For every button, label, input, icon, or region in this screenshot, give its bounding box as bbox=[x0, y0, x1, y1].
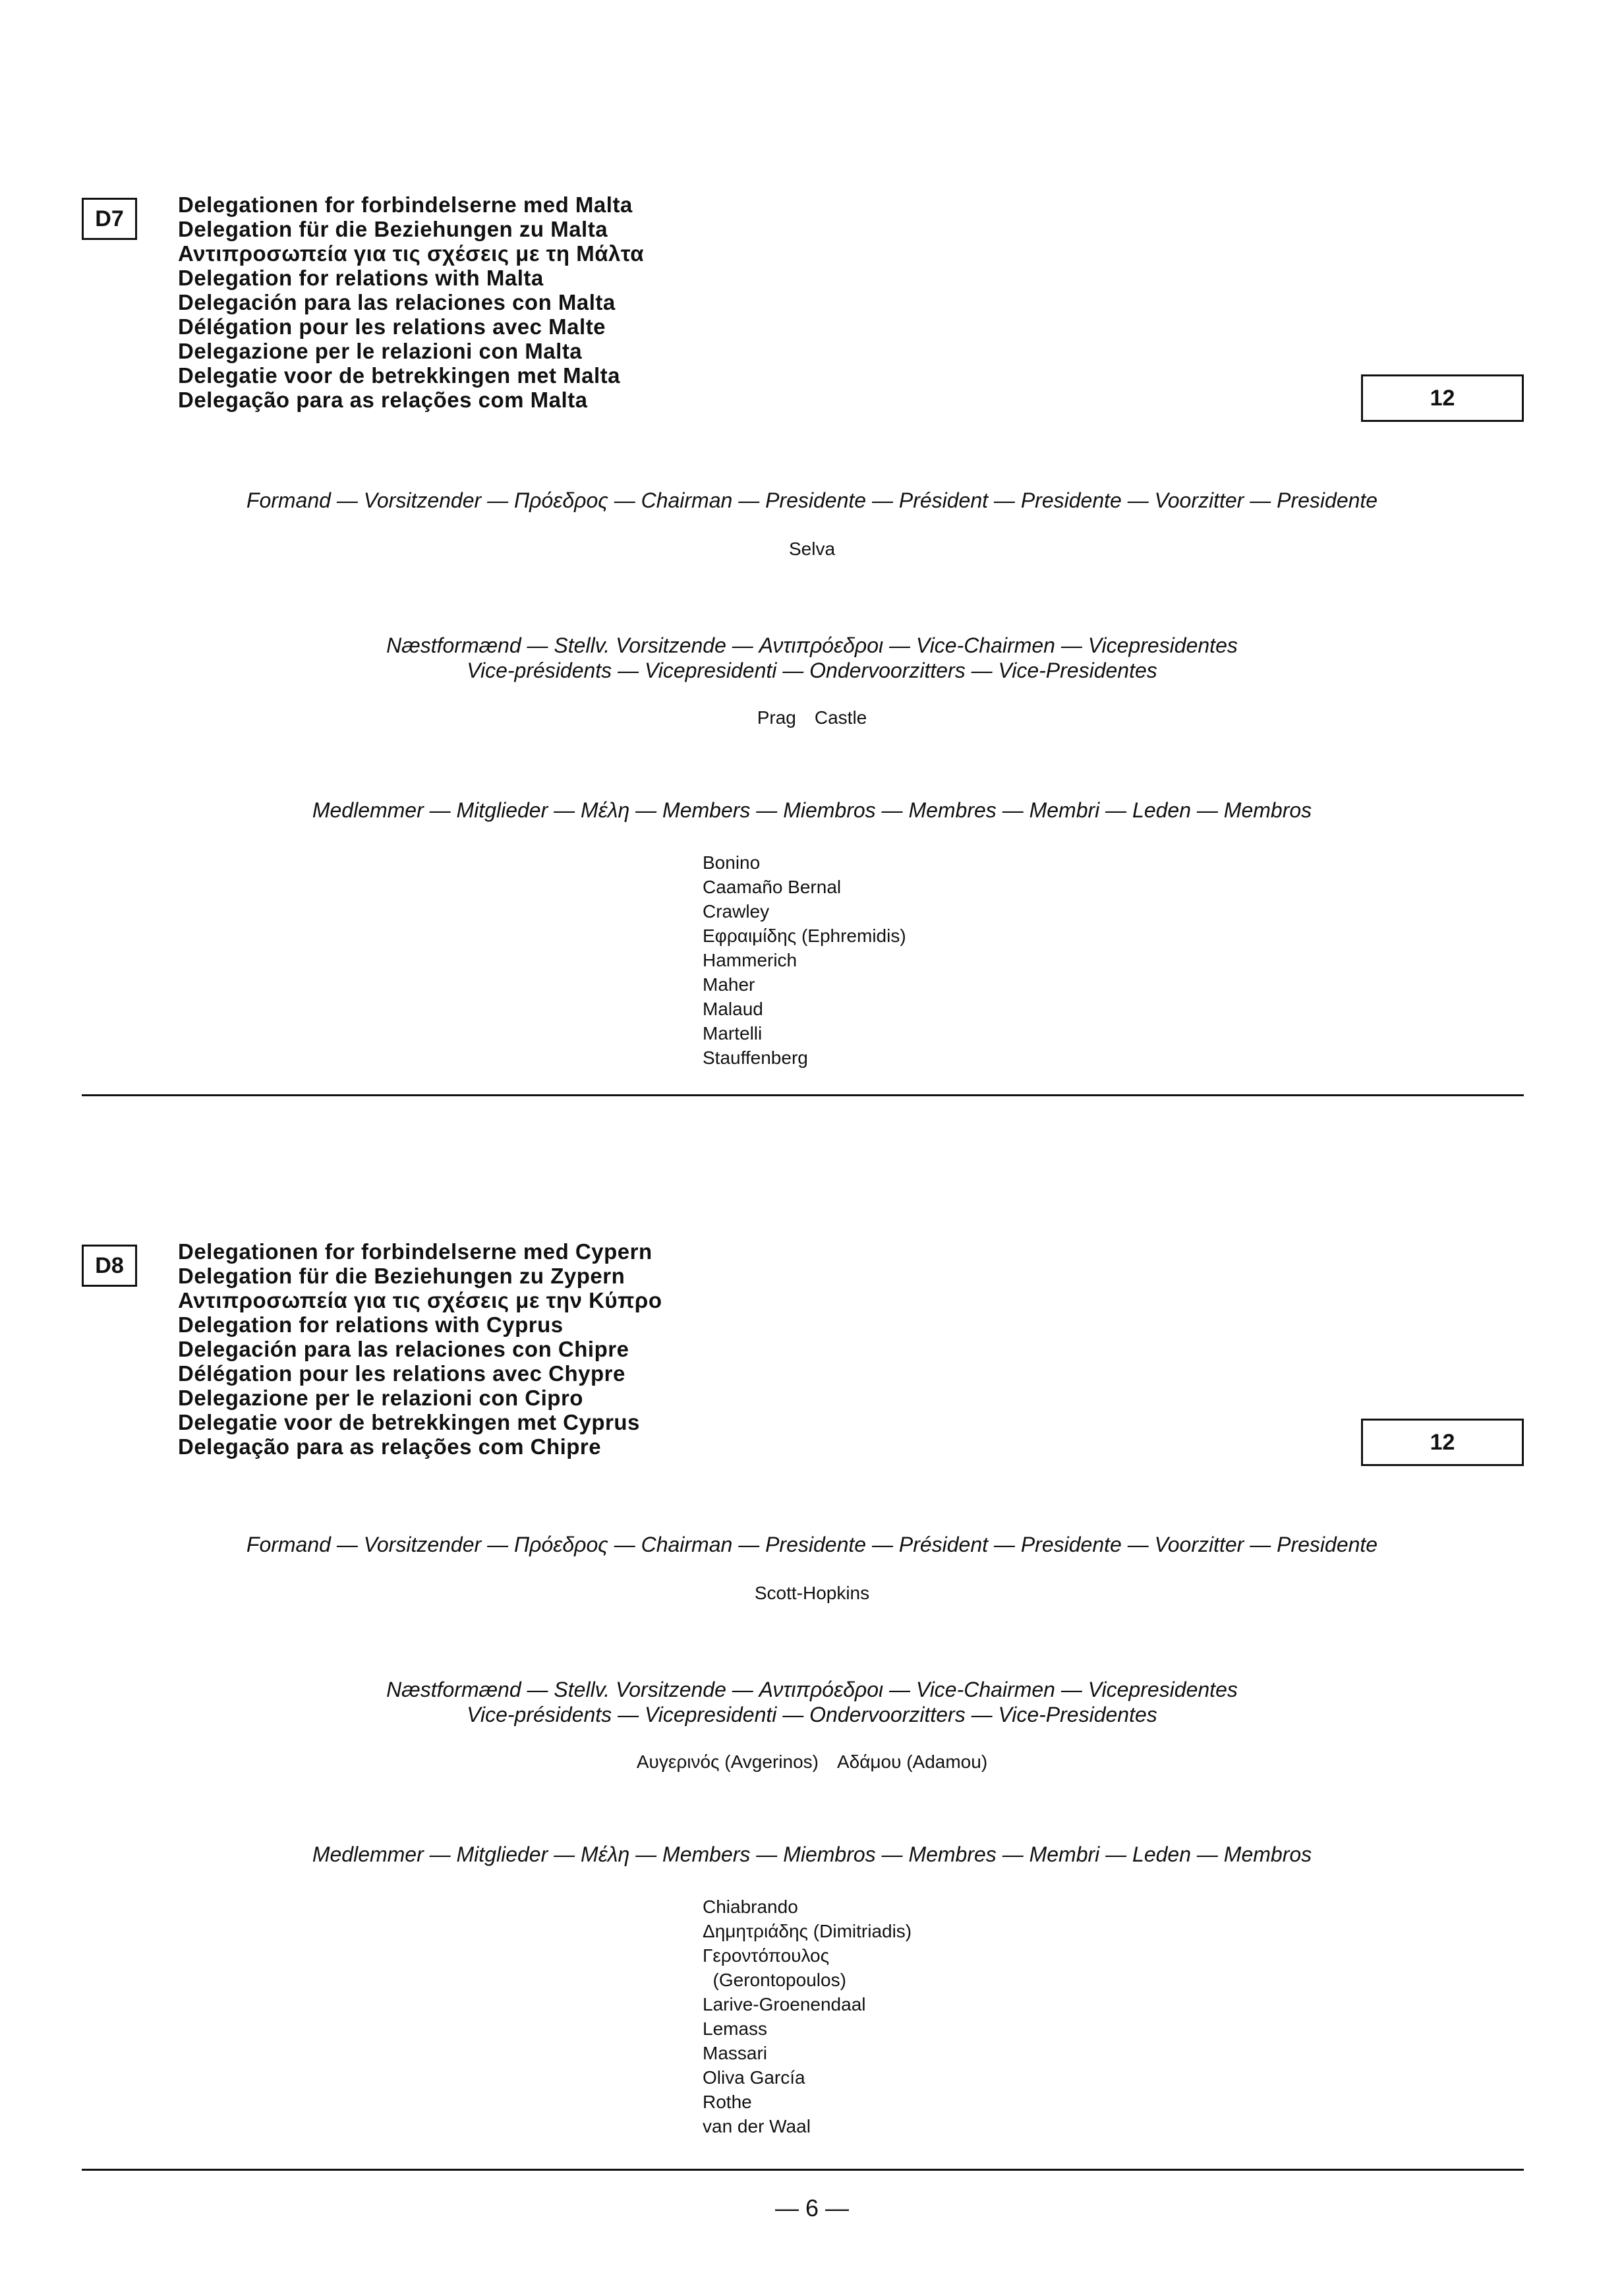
delegation-title: Delegação para as relações com Chipre bbox=[178, 1434, 602, 1459]
vice-chairman-name: Castle bbox=[814, 707, 867, 728]
delegation-title: Delegation for relations with Malta bbox=[178, 266, 544, 290]
delegation-title: Delegatie voor de betrekkingen met Cyprus bbox=[178, 1410, 640, 1434]
member-name: Larive-Groenendaal bbox=[703, 1994, 866, 2015]
delegation-title: Delegationen for forbindelserne med Cypern bbox=[178, 1239, 652, 1264]
delegation-title: Αντιπροσωπεία για τις σχέσεις με τη Μάλτα bbox=[178, 241, 644, 266]
member-name: Caamaño Bernal bbox=[703, 877, 842, 897]
member-name: Γεροντόπουλος bbox=[703, 1945, 830, 1966]
member-name: Εφραιμίδης (Ephremidis) bbox=[703, 926, 906, 946]
members-label: Medlemmer — Mitglieder — Μέλη — Members — Miembros — Membres — Membri — Leden — Membros bbox=[312, 798, 1312, 822]
delegation-code-box: D7 bbox=[82, 198, 137, 240]
delegation-title: Delegazione per le relazioni con Cipro bbox=[178, 1386, 583, 1410]
vice-chairmen-label: Vice-présidents — Vicepresidenti — Ondervoorzitters — Vice-Presidentes bbox=[467, 659, 1157, 682]
vice-chairman-name: Αδάμου (Adamou) bbox=[836, 1751, 988, 1772]
vice-chairman-name: Prag bbox=[757, 707, 796, 728]
delegation-title: Delegazione per le relazioni con Malta bbox=[178, 339, 583, 363]
members-label: Medlemmer — Mitglieder — Μέλη — Members — Miembros — Membres — Membri — Leden — Membros bbox=[312, 1842, 1312, 1866]
members-list bbox=[703, 850, 906, 1070]
member-name: Chiabrando bbox=[703, 1897, 798, 1917]
vice-chairmen-names bbox=[0, 707, 1624, 729]
delegation-title: Delegación para las relaciones con Chipre bbox=[178, 1337, 629, 1361]
delegation-title: Delegação para as relações com Malta bbox=[178, 388, 588, 412]
member-name: Malaud bbox=[703, 999, 763, 1019]
member-name: Δημητριάδης (Dimitriadis) bbox=[703, 1921, 912, 1941]
members-list bbox=[703, 1895, 912, 2138]
vice-chairmen-label: Næstformænd — Stellv. Vorsitzende — Αντιπρόεδροι — Vice-Chairmen — Vicepresidentes bbox=[386, 1678, 1238, 1701]
member-name: Lemass bbox=[703, 2018, 768, 2039]
delegation-title: Delegation for relations with Cyprus bbox=[178, 1312, 564, 1337]
delegation-title: Delegation für die Beziehungen zu Zypern bbox=[178, 1264, 625, 1288]
page-number: — 6 — bbox=[774, 2194, 850, 2221]
member-name: Oliva García bbox=[703, 2067, 805, 2088]
member-name: Maher bbox=[703, 974, 755, 995]
chairman-name: Selva bbox=[788, 539, 836, 559]
chairman-label: Formand — Vorsitzender — Πρόεδρος — Chairman — Presidente — Président — Presidente — Voorzitter — Presidente bbox=[246, 488, 1378, 512]
member-name: Hammerich bbox=[703, 950, 798, 970]
delegation-title: Delegatie voor de betrekkingen met Malta bbox=[178, 363, 621, 388]
delegation-title: Αντιπροσωπεία για τις σχέσεις με την Κύπρο bbox=[178, 1288, 662, 1312]
member-name: Crawley bbox=[703, 901, 770, 922]
vice-chairmen-label: Vice-présidents — Vicepresidenti — Ondervoorzitters — Vice-Presidentes bbox=[467, 1703, 1157, 1726]
member-count-box: 12 bbox=[1361, 1419, 1524, 1466]
vice-chairman-name: Αυγερινός (Avgerinos) bbox=[636, 1751, 819, 1772]
member-name: Stauffenberg bbox=[703, 1047, 808, 1068]
member-name: (Gerontopoulos) bbox=[703, 1970, 846, 1990]
delegation-titles bbox=[178, 1239, 662, 1459]
member-name: Bonino bbox=[703, 852, 761, 873]
member-name: Martelli bbox=[703, 1023, 763, 1044]
section-divider bbox=[82, 1094, 1524, 1096]
delegation-title: Delegation für die Beziehungen zu Malta bbox=[178, 217, 608, 241]
delegation-code-box: D8 bbox=[82, 1245, 137, 1287]
chairman-name: Scott-Hopkins bbox=[754, 1583, 870, 1603]
delegation-titles bbox=[178, 192, 644, 412]
vice-chairmen-label: Næstformænd — Stellv. Vorsitzende — Αντιπρόεδροι — Vice-Chairmen — Vicepresidentes bbox=[386, 633, 1238, 657]
member-name: Rothe bbox=[703, 2092, 752, 2112]
member-count-box: 12 bbox=[1361, 374, 1524, 422]
delegation-title: Delegación para las relaciones con Malta bbox=[178, 290, 616, 314]
member-name: Massari bbox=[703, 2043, 768, 2063]
delegation-title: Délégation pour les relations avec Malte bbox=[178, 314, 606, 339]
chairman-label: Formand — Vorsitzender — Πρόεδρος — Chairman — Presidente — Président — Presidente — Voorzitter — Presidente bbox=[246, 1533, 1378, 1556]
section-divider bbox=[82, 2169, 1524, 2171]
member-name: van der Waal bbox=[703, 2116, 811, 2136]
delegation-title: Delegationen for forbindelserne med Malta bbox=[178, 192, 633, 217]
vice-chairmen-names bbox=[0, 1751, 1624, 1773]
delegation-title: Délégation pour les relations avec Chypre bbox=[178, 1361, 625, 1386]
